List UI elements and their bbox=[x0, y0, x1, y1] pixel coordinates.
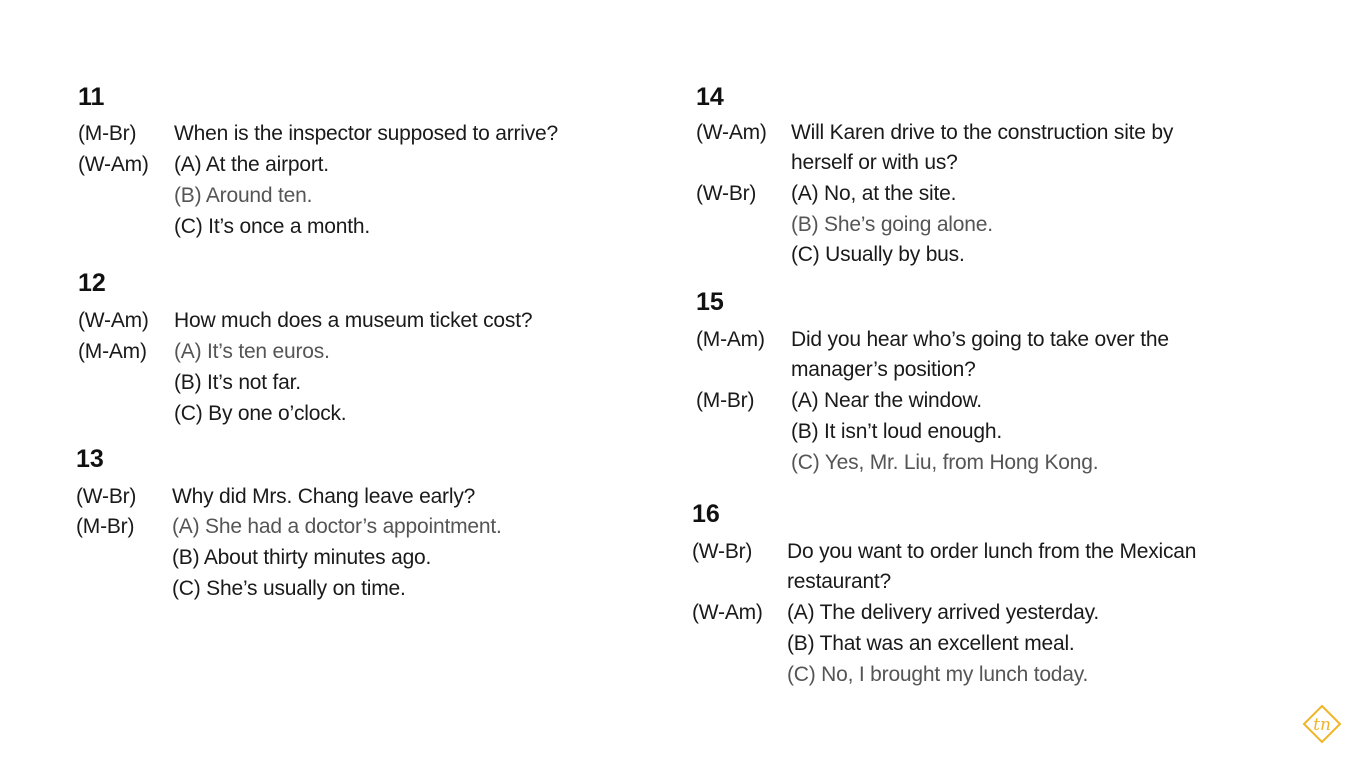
option-c: (C) It’s once a month. bbox=[174, 215, 370, 238]
question-number: 16 bbox=[692, 500, 720, 528]
question-speaker: (W-Am) bbox=[78, 309, 149, 332]
question-number: 14 bbox=[696, 83, 724, 111]
question-text: Did you hear who’s going to take over the bbox=[791, 328, 1169, 351]
option-c: (C) Usually by bus. bbox=[791, 243, 965, 266]
option-c: (C) She’s usually on time. bbox=[172, 577, 406, 600]
answer-speaker: (M-Am) bbox=[78, 340, 147, 363]
question-text-cont: restaurant? bbox=[787, 570, 892, 593]
option-b: (B) It isn’t loud enough. bbox=[791, 420, 1002, 443]
question-number: 13 bbox=[76, 445, 104, 473]
question-text: How much does a museum ticket cost? bbox=[174, 309, 533, 332]
option-c: (C) No, I brought my lunch today. bbox=[787, 663, 1089, 686]
question-speaker: (W-Am) bbox=[696, 121, 767, 144]
answer-speaker: (W-Am) bbox=[78, 153, 149, 176]
brand-logo-icon bbox=[1302, 704, 1342, 744]
question-speaker: (M-Br) bbox=[78, 122, 137, 145]
question-number: 12 bbox=[78, 269, 106, 297]
question-text-cont: herself or with us? bbox=[791, 151, 958, 174]
question-speaker: (M-Am) bbox=[696, 328, 765, 351]
question-text: Do you want to order lunch from the Mexican bbox=[787, 540, 1197, 563]
question-number: 15 bbox=[696, 288, 724, 316]
answer-speaker: (M-Br) bbox=[696, 389, 755, 412]
question-text-cont: manager’s position? bbox=[791, 358, 976, 381]
option-a: (A) It’s ten euros. bbox=[174, 340, 330, 363]
logo-text: tn bbox=[1313, 715, 1331, 735]
question-text: Why did Mrs. Chang leave early? bbox=[172, 485, 476, 508]
option-b: (B) Around ten. bbox=[174, 184, 313, 207]
question-text: Will Karen drive to the construction site by bbox=[791, 121, 1174, 144]
option-a: (A) At the airport. bbox=[174, 153, 329, 176]
answer-speaker: (M-Br) bbox=[76, 515, 135, 538]
option-b: (B) It’s not far. bbox=[174, 371, 301, 394]
option-a: (A) The delivery arrived yesterday. bbox=[787, 601, 1100, 624]
question-number: 11 bbox=[78, 83, 105, 111]
option-a: (A) She had a doctor’s appointment. bbox=[172, 515, 502, 538]
option-b: (B) That was an excellent meal. bbox=[787, 632, 1075, 655]
option-a: (A) No, at the site. bbox=[791, 182, 957, 205]
option-a: (A) Near the window. bbox=[791, 389, 982, 412]
option-b: (B) She’s going alone. bbox=[791, 213, 993, 236]
question-speaker: (W-Br) bbox=[76, 485, 137, 508]
option-c: (C) By one o’clock. bbox=[174, 402, 347, 425]
option-b: (B) About thirty minutes ago. bbox=[172, 546, 432, 569]
option-c: (C) Yes, Mr. Liu, from Hong Kong. bbox=[791, 451, 1099, 474]
answer-speaker: (W-Br) bbox=[696, 182, 757, 205]
question-speaker: (W-Br) bbox=[692, 540, 753, 563]
question-text: When is the inspector supposed to arrive? bbox=[174, 122, 559, 145]
answer-speaker: (W-Am) bbox=[692, 601, 763, 624]
